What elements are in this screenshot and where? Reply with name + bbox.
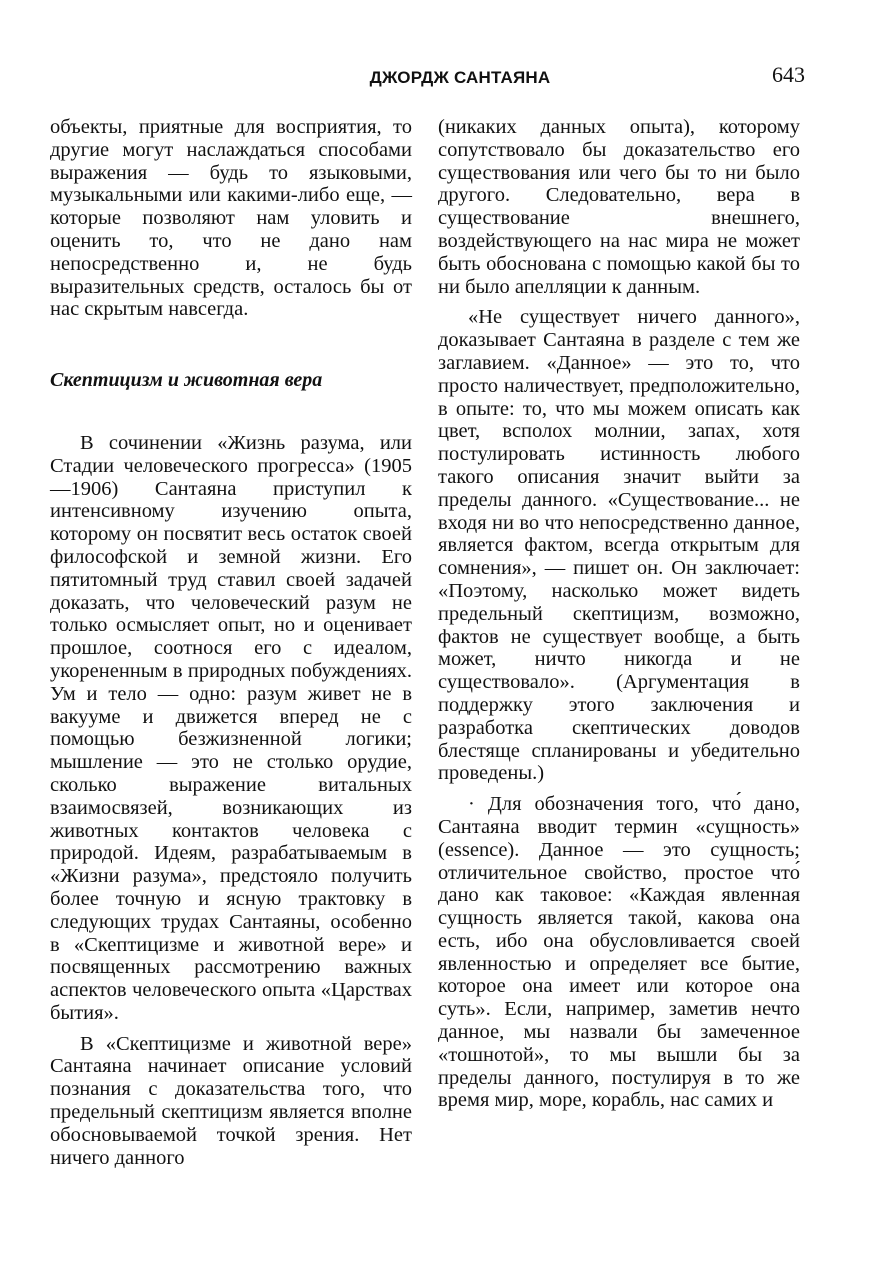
left-column	[50, 116, 412, 1169]
right-column	[438, 116, 800, 1112]
running-title: ДЖОРДЖ САНТАЯНА	[369, 68, 551, 87]
right-paragraph-2: «Не существует ничего данного», доказывает Сантаяна в разделе с тем же заглавием. «Данное» — это то, что просто наличествует, предположительно, в опыте: то, что мы можем описать как цвет, всполох молнии, запах, хотя постулировать истинность любого такого описания значит выйти за пределы данного. «Существование... не входя ни во что непосредственно данное, является фактом, всегда открытым для сомнения», — пишет он. Он заключает: «Поэтому, насколько может видеть предельный скептицизм, возможно, фактов не существует вообще, а быть может, ничто никогда и не существовало». (Аргументация в поддержку этого заключения и разработка скептических доводов блестяще спланированы и убедительно проведены.)	[438, 306, 800, 785]
paragraph-gap	[50, 1025, 412, 1033]
right-paragraph-3: · Для обозначения того, что́ дано, Сантаяна вводит термин «сущность» (essence). Данное — это сущность; отличительное свойство, простое что́ дано как таковое: «Каждая явленная сущность является такой, какова она есть, ибо она обусловливается своей явленностью и определяет все бытие, которое она имеет или которое она суть». Если, например, заметив нечто данное, мы назвали бы замеченное «тошнотой», то мы вышли бы за пределы данного, постулируя в то же время мир, море, корабль, нас самих и	[438, 793, 800, 1112]
left-paragraph-3: В «Скептицизме и животной вере» Сантаяна начинает описание условий познания с доказательства того, что предельный скептицизм является вполне обосновываемой точкой зрения. Нет ничего данного	[50, 1032, 412, 1169]
right-paragraph-1: (никаких данных опыта), которому сопутствовало бы доказательство его существования или чего бы то ни было другого. Следовательно, вера в существование внешнего, воздействующего на нас мира не может быть обоснована с помощью какой бы то ни было апелляции к данным.	[438, 116, 800, 298]
left-paragraph-2: В сочинении «Жизнь разума, или Стадии человеческого прогресса» (1905—1906) Сантаяна приступил к интенсивному изучению опыта, которому он посвятит весь остаток своей философской и земной жизни. Его пятитомный труд ставил своей задачей доказать, что человеческий разум не только осмысляет опыт, но и оценивает прошлое, соотнося его с идеалом, укорененным в природных побуждениях. Ум и тело — одно: разум живет не в вакууме и движется вперед не с помощью безжизненной логики; мышление — это не столько орудие, сколько выражение витальных взаимосвязей, возникающих из животных контактов человека с природой. Идеям, разрабатываемым в «Жизни разума», предстояло получить более точную и ясную трактовку в следующих трудах Сантаяны, особенно в «Скептицизме и животной вере» и посвященных рассмотрению важных аспектов человеческого опыта «Царствах бытия».	[50, 431, 412, 1024]
paragraph-gap	[438, 298, 800, 306]
paragraph-gap	[438, 785, 800, 793]
running-head	[0, 62, 891, 92]
section-heading: Скептицизм и животная вера	[50, 369, 323, 392]
page-number: 643	[772, 62, 805, 87]
left-paragraph-1: объекты, приятные для восприятия, то другие могут наслаждаться способами выражения — будь то языковыми, музыкальными или какими-либо еще, — которые позволяют нам уловить и оценить то, что не дано нам непосредственно и, не будь выразительных средств, осталось бы от нас скрытым навсегда.	[50, 116, 412, 321]
